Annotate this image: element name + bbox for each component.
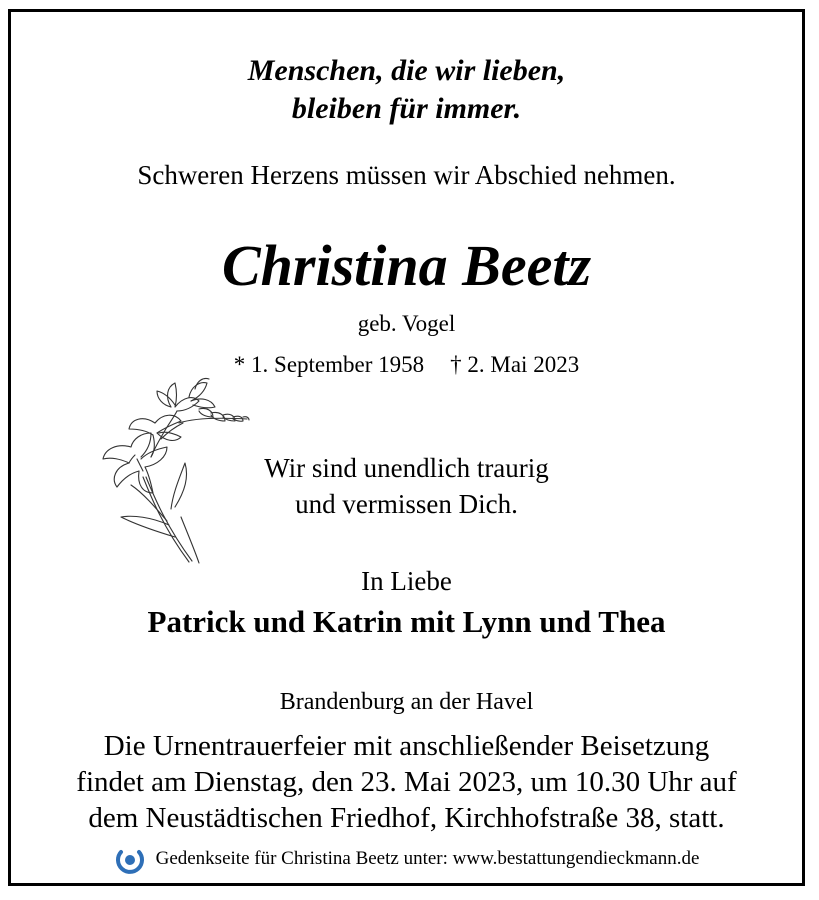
service-line-2: findet am Dienstag, den 23. Mai 2023, um 10.30 Uhr auf <box>76 766 737 798</box>
place: Brandenburg an der Havel <box>279 689 534 715</box>
motto <box>11 52 802 128</box>
death-date: † 2. Mai 2023 <box>450 352 580 377</box>
family-names: Patrick und Katrin mit Lynn und Thea <box>147 604 666 639</box>
funeral-home-logo-icon <box>114 843 146 875</box>
deceased-name: Christina Beetz <box>221 233 592 298</box>
motto-line-1: Menschen, die wir lieben, <box>247 54 566 87</box>
verse-line-1: Wir sind unendlich traurig <box>264 453 549 483</box>
verse-line-2: und vermissen Dich. <box>295 489 518 519</box>
service-details <box>11 728 802 836</box>
service-line-3: dem Neustädtischen Friedhof, Kirchhofstraße 38, statt. <box>88 802 725 834</box>
birth-date: * 1. September 1958 <box>233 352 425 377</box>
memorial-footer <box>11 844 802 874</box>
in-love-text: In Liebe <box>361 566 452 596</box>
memorial-page-link[interactable]: Gedenkseite für Christina Beetz unter: www.bestattungendieckmann.de <box>155 848 700 869</box>
birth-name: geb. Vogel <box>357 311 456 336</box>
service-line-1: Die Urnentrauerfeier mit anschließender Beisetzung <box>103 730 710 762</box>
obituary-notice <box>8 9 805 886</box>
motto-line-2: bleiben für immer. <box>291 92 522 125</box>
intro-text: Schweren Herzens müssen wir Abschied nehmen. <box>137 160 676 190</box>
verse <box>11 450 802 522</box>
